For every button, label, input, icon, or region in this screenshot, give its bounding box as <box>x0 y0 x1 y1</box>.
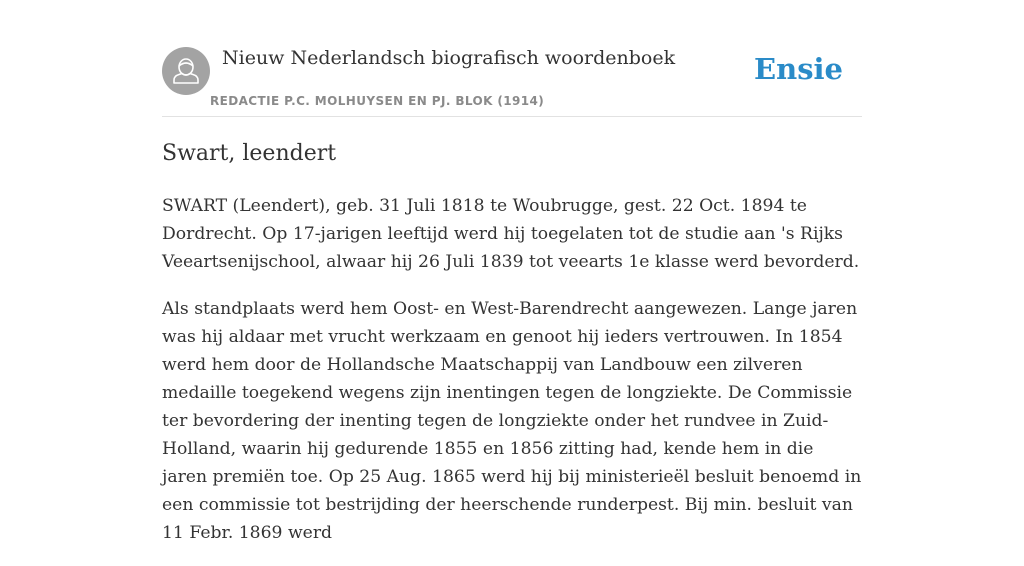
source-editors: REDACTIE P.C. MOLHUYSEN EN PJ. BLOK (1914) <box>210 94 545 108</box>
entry-title: Swart, leendert <box>162 141 337 166</box>
entry-paragraph: Als standplaats werd hem Oost- en West-Barendrecht aangewezen. Lange jaren was hij aldaar met vrucht werkzaam en genoot hij ieders vertrouwen. In 1854 werd hem door de Hollandsche Maatschappij van Landbouw een zilveren medaille toegekend wegens zijn inentingen tegen de longziekte. De Commissie ter bevordering der inenting tegen de longziekte onder het rundvee in Zuid-Holland, waarin hij gedurende 1855 en 1856 zitting had, kende hem in die jaren premiën toe. Op 25 Aug. 1865 werd hij bij ministerieël besluit benoemd in een commissie tot bestrijding der heerschende runderpest. Bij min. besluit van 11 Febr. 1869 werd <box>162 299 862 543</box>
entry-paragraph: SWART (Leendert), geb. 31 Juli 1818 te Woubrugge, gest. 22 Oct. 1894 te Dordrecht. Op 17-jarigen leeftijd werd hij toegelaten tot de studie aan 's Rijks Veeartsenijschool, alwaar hij 26 Juli 1839 tot veearts 1e klasse werd bevorderd. <box>162 196 860 272</box>
source-header <box>162 0 862 117</box>
ensie-logo[interactable]: Ensie <box>754 52 843 86</box>
source-title[interactable]: Nieuw Nederlandsch biografisch woordenboek <box>222 47 676 69</box>
avatar-glyph <box>162 47 210 95</box>
entry-body <box>162 192 862 566</box>
user-silhouette-icon[interactable] <box>162 47 210 95</box>
